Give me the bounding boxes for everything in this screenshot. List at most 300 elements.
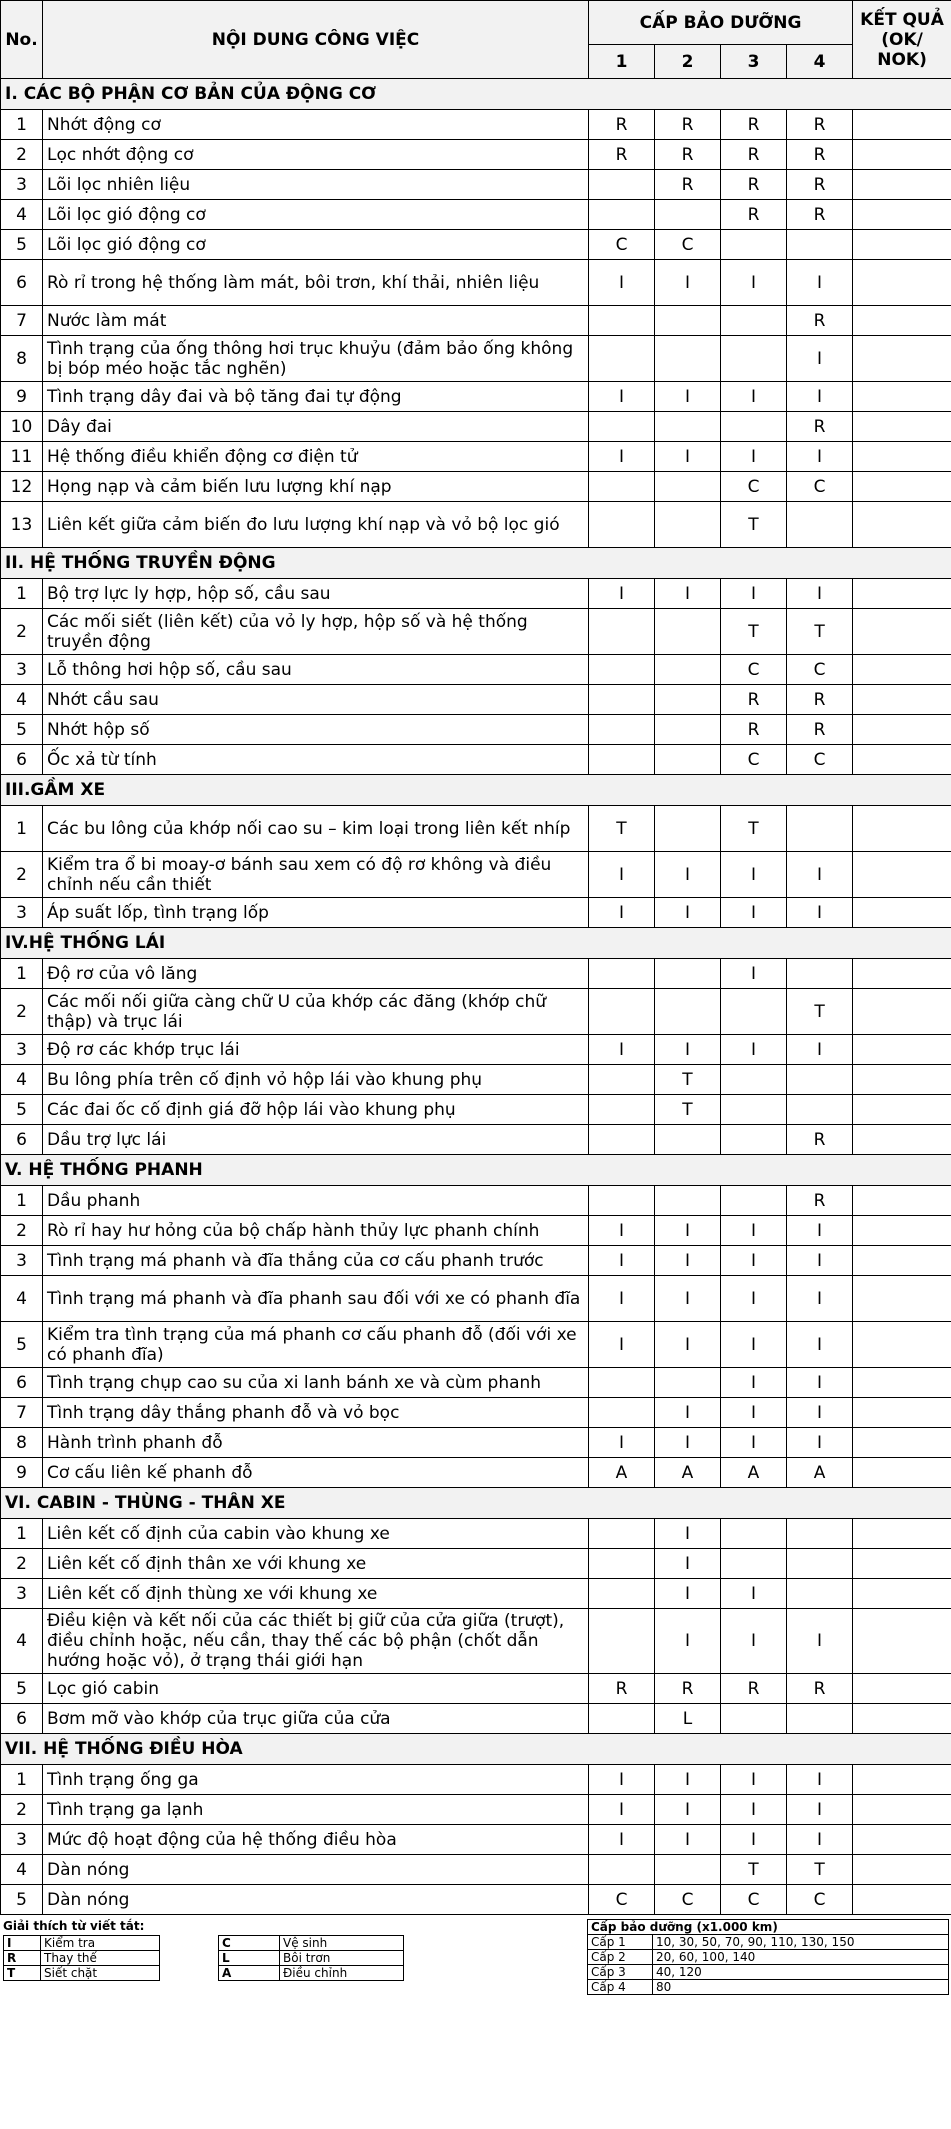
- level-2-cell: [655, 1368, 721, 1398]
- legend-code: A: [219, 1966, 280, 1981]
- level-4-cell: R: [787, 170, 853, 200]
- row-content: Dầu trợ lực lái: [43, 1125, 589, 1155]
- level-3-cell: [721, 1095, 787, 1125]
- table-row: [1, 989, 951, 1035]
- table-row: [1, 306, 951, 336]
- level-4-cell: R: [787, 412, 853, 442]
- row-content: Lọc nhớt động cơ: [43, 140, 589, 170]
- table-row: [1, 502, 951, 548]
- section-title: I. CÁC BỘ PHẬN CƠ BẢN CỦA ĐỘNG CƠ: [1, 79, 951, 110]
- interval-title: Cấp bảo dưỡng (x1.000 km): [588, 1920, 949, 1935]
- table-row: [1, 1609, 951, 1674]
- col-header-levels: CẤP BẢO DƯỠNG: [589, 1, 853, 45]
- legend-row: [4, 1966, 160, 1981]
- interval-level: Cấp 3: [588, 1965, 653, 1980]
- row-content: Nước làm mát: [43, 306, 589, 336]
- result-cell: [853, 1704, 951, 1734]
- row-number: 3: [1, 1579, 43, 1609]
- section-title: VI. CABIN - THÙNG - THÂN XE: [1, 1488, 951, 1519]
- level-2-cell: [655, 609, 721, 655]
- table-row: [1, 715, 951, 745]
- level-4-cell: I: [787, 1795, 853, 1825]
- level-4-cell: I: [787, 898, 853, 928]
- interval-km: 20, 60, 100, 140: [653, 1950, 949, 1965]
- result-cell: [853, 1674, 951, 1704]
- level-2-cell: I: [655, 1035, 721, 1065]
- legend-code: T: [4, 1966, 41, 1981]
- result-cell: [853, 1885, 951, 1915]
- level-1-cell: I: [589, 1216, 655, 1246]
- legend-table-right: [218, 1935, 404, 1981]
- row-number: 2: [1, 1549, 43, 1579]
- level-2-cell: L: [655, 1704, 721, 1734]
- table-row: [1, 1035, 951, 1065]
- level-3-cell: [721, 336, 787, 382]
- row-content: Hành trình phanh đỗ: [43, 1428, 589, 1458]
- level-2-cell: [655, 200, 721, 230]
- result-cell: [853, 110, 951, 140]
- table-row: [1, 959, 951, 989]
- level-2-cell: C: [655, 1885, 721, 1915]
- table-row: [1, 1065, 951, 1095]
- result-cell: [853, 1825, 951, 1855]
- level-2-cell: [655, 472, 721, 502]
- row-number: 6: [1, 1125, 43, 1155]
- level-1-cell: [589, 685, 655, 715]
- level-3-cell: T: [721, 806, 787, 852]
- result-cell: [853, 1065, 951, 1095]
- interval-km: 80: [653, 1980, 949, 1995]
- section-row: [1, 775, 951, 806]
- level-4-cell: C: [787, 655, 853, 685]
- row-number: 12: [1, 472, 43, 502]
- col-header-content: NỘI DUNG CÔNG VIỆC: [43, 1, 589, 79]
- level-1-cell: [589, 1704, 655, 1734]
- row-number: 6: [1, 745, 43, 775]
- level-2-cell: [655, 1186, 721, 1216]
- row-number: 3: [1, 655, 43, 685]
- level-3-cell: I: [721, 1035, 787, 1065]
- level-4-cell: [787, 502, 853, 548]
- level-2-cell: I: [655, 1765, 721, 1795]
- row-content: Bơm mỡ vào khớp của trục giữa của cửa: [43, 1704, 589, 1734]
- row-content: Tình trạng ống ga: [43, 1765, 589, 1795]
- legend-code: C: [219, 1936, 280, 1951]
- row-number: 5: [1, 1885, 43, 1915]
- legend-text: Siết chặt: [41, 1966, 160, 1981]
- row-number: 6: [1, 1704, 43, 1734]
- level-3-cell: I: [721, 579, 787, 609]
- level-1-cell: [589, 959, 655, 989]
- result-cell: [853, 412, 951, 442]
- row-content: Hệ thống điều khiển động cơ điện tử: [43, 442, 589, 472]
- row-number: 2: [1, 1216, 43, 1246]
- level-2-cell: I: [655, 1579, 721, 1609]
- result-cell: [853, 989, 951, 1035]
- legend-text: Thay thế: [41, 1951, 160, 1966]
- table-row: [1, 140, 951, 170]
- level-4-cell: I: [787, 1216, 853, 1246]
- level-2-cell: R: [655, 170, 721, 200]
- level-3-cell: I: [721, 1428, 787, 1458]
- level-2-cell: A: [655, 1458, 721, 1488]
- result-cell: [853, 1765, 951, 1795]
- level-4-cell: C: [787, 472, 853, 502]
- level-4-cell: R: [787, 140, 853, 170]
- interval-row: [588, 1935, 949, 1950]
- table-row: [1, 1186, 951, 1216]
- level-1-cell: [589, 1609, 655, 1674]
- level-2-cell: T: [655, 1065, 721, 1095]
- level-2-cell: [655, 502, 721, 548]
- row-content: Liên kết cố định của cabin vào khung xe: [43, 1519, 589, 1549]
- row-number: 1: [1, 1519, 43, 1549]
- result-cell: [853, 1428, 951, 1458]
- result-cell: [853, 715, 951, 745]
- col-header-level-2: 2: [655, 45, 721, 79]
- level-2-cell: [655, 685, 721, 715]
- level-4-cell: I: [787, 1398, 853, 1428]
- level-3-cell: I: [721, 1609, 787, 1674]
- section-row: [1, 1734, 951, 1765]
- level-4-cell: I: [787, 336, 853, 382]
- legend-text: Kiểm tra: [41, 1936, 160, 1951]
- level-2-cell: I: [655, 1825, 721, 1855]
- level-2-cell: [655, 412, 721, 442]
- result-cell: [853, 230, 951, 260]
- row-content: Kiểm tra ổ bi moay-ơ bánh sau xem có độ rơ không và điều chỉnh nếu cần thiết: [43, 852, 589, 898]
- level-2-cell: R: [655, 110, 721, 140]
- row-number: 2: [1, 989, 43, 1035]
- col-header-level-3: 3: [721, 45, 787, 79]
- level-3-cell: I: [721, 1765, 787, 1795]
- row-number: 3: [1, 170, 43, 200]
- level-1-cell: [589, 745, 655, 775]
- row-content: Liên kết cố định thùng xe với khung xe: [43, 1579, 589, 1609]
- table-row: [1, 806, 951, 852]
- row-content: Kiểm tra tình trạng của má phanh cơ cấu phanh đỗ (đối với xe có phanh đĩa): [43, 1322, 589, 1368]
- legend-code: R: [4, 1951, 41, 1966]
- level-2-cell: [655, 959, 721, 989]
- row-content: Tình trạng má phanh và đĩa thắng của cơ cấu phanh trước: [43, 1246, 589, 1276]
- level-4-cell: R: [787, 306, 853, 336]
- level-1-cell: [589, 1579, 655, 1609]
- level-2-cell: R: [655, 140, 721, 170]
- level-4-cell: [787, 1579, 853, 1609]
- row-content: Lõi lọc gió động cơ: [43, 200, 589, 230]
- level-1-cell: [589, 170, 655, 200]
- interval-km: 10, 30, 50, 70, 90, 110, 130, 150: [653, 1935, 949, 1950]
- level-1-cell: [589, 472, 655, 502]
- level-1-cell: C: [589, 230, 655, 260]
- row-number: 2: [1, 1795, 43, 1825]
- table-row: [1, 382, 951, 412]
- legend-row: [4, 1951, 160, 1966]
- level-4-cell: R: [787, 715, 853, 745]
- row-content: Rò rỉ hay hư hỏng của bộ chấp hành thủy lực phanh chính: [43, 1216, 589, 1246]
- level-4-cell: I: [787, 579, 853, 609]
- result-cell: [853, 472, 951, 502]
- level-3-cell: [721, 1704, 787, 1734]
- table-row: [1, 655, 951, 685]
- level-1-cell: [589, 1368, 655, 1398]
- row-content: Các mối nối giữa càng chữ U của khớp các đăng (khớp chữ thập) và trục lái: [43, 989, 589, 1035]
- result-cell: [853, 685, 951, 715]
- level-3-cell: I: [721, 959, 787, 989]
- row-number: 2: [1, 852, 43, 898]
- row-content: Tình trạng ga lạnh: [43, 1795, 589, 1825]
- row-content: Áp suất lốp, tình trạng lốp: [43, 898, 589, 928]
- level-1-cell: I: [589, 1825, 655, 1855]
- table-row: [1, 1216, 951, 1246]
- level-4-cell: R: [787, 1186, 853, 1216]
- level-3-cell: T: [721, 502, 787, 548]
- row-number: 5: [1, 1674, 43, 1704]
- level-4-cell: I: [787, 1276, 853, 1322]
- row-number: 10: [1, 412, 43, 442]
- section-title: III.GẦM XE: [1, 775, 951, 806]
- level-4-cell: [787, 230, 853, 260]
- level-1-cell: [589, 502, 655, 548]
- table-row: [1, 1095, 951, 1125]
- section-row: [1, 548, 951, 579]
- level-4-cell: [787, 1519, 853, 1549]
- result-cell: [853, 382, 951, 412]
- level-4-cell: [787, 1065, 853, 1095]
- level-1-cell: [589, 306, 655, 336]
- legend-text: Bôi trơn: [280, 1951, 404, 1966]
- legend-code: I: [4, 1936, 41, 1951]
- result-cell: [853, 609, 951, 655]
- row-content: Bu lông phía trên cố định vỏ hộp lái vào khung phụ: [43, 1065, 589, 1095]
- table-row: [1, 898, 951, 928]
- level-3-cell: C: [721, 655, 787, 685]
- table-row: [1, 1428, 951, 1458]
- level-1-cell: [589, 655, 655, 685]
- interval-level: Cấp 1: [588, 1935, 653, 1950]
- level-2-cell: I: [655, 382, 721, 412]
- interval-row: [588, 1950, 949, 1965]
- table-row: [1, 260, 951, 306]
- result-cell: [853, 1458, 951, 1488]
- table-row: [1, 1825, 951, 1855]
- level-2-cell: I: [655, 1398, 721, 1428]
- table-body: [1, 79, 951, 1915]
- result-cell: [853, 336, 951, 382]
- row-number: 6: [1, 260, 43, 306]
- result-cell: [853, 1186, 951, 1216]
- row-content: Lõi lọc gió động cơ: [43, 230, 589, 260]
- result-cell: [853, 1125, 951, 1155]
- table-row: [1, 1579, 951, 1609]
- row-number: 4: [1, 200, 43, 230]
- row-content: Điều kiện và kết nối của các thiết bị giữ của cửa giữa (trượt), điều chỉnh hoặc, nếu cần, thay thế các bộ phận (chốt dẫn hướng hoặc vỏ), ở trạng thái giới hạn: [43, 1609, 589, 1674]
- result-cell: [853, 1579, 951, 1609]
- table-row: [1, 1246, 951, 1276]
- result-cell: [853, 959, 951, 989]
- row-number: 3: [1, 898, 43, 928]
- level-3-cell: R: [721, 110, 787, 140]
- legend-row: [219, 1966, 404, 1981]
- level-2-cell: [655, 306, 721, 336]
- row-content: Bộ trợ lực ly hợp, hộp số, cầu sau: [43, 579, 589, 609]
- row-content: Liên kết cố định thân xe với khung xe: [43, 1549, 589, 1579]
- level-1-cell: [589, 412, 655, 442]
- level-3-cell: I: [721, 1398, 787, 1428]
- level-3-cell: A: [721, 1458, 787, 1488]
- row-number: 3: [1, 1246, 43, 1276]
- row-number: 1: [1, 1186, 43, 1216]
- table-row: [1, 1322, 951, 1368]
- level-3-cell: I: [721, 1368, 787, 1398]
- level-2-cell: I: [655, 442, 721, 472]
- table-row: [1, 1795, 951, 1825]
- table-row: [1, 336, 951, 382]
- level-1-cell: [589, 609, 655, 655]
- result-cell: [853, 442, 951, 472]
- row-number: 7: [1, 1398, 43, 1428]
- row-number: 8: [1, 336, 43, 382]
- level-2-cell: [655, 715, 721, 745]
- level-3-cell: I: [721, 442, 787, 472]
- row-number: 5: [1, 1322, 43, 1368]
- level-1-cell: I: [589, 1428, 655, 1458]
- level-4-cell: A: [787, 1458, 853, 1488]
- row-number: 4: [1, 685, 43, 715]
- level-4-cell: T: [787, 609, 853, 655]
- level-3-cell: [721, 989, 787, 1035]
- result-cell: [853, 1855, 951, 1885]
- level-4-cell: I: [787, 1246, 853, 1276]
- table-row: [1, 412, 951, 442]
- level-1-cell: [589, 1398, 655, 1428]
- level-4-cell: I: [787, 1609, 853, 1674]
- result-cell: [853, 1609, 951, 1674]
- level-4-cell: I: [787, 382, 853, 412]
- level-4-cell: I: [787, 1428, 853, 1458]
- row-content: Mức độ hoạt động của hệ thống điều hòa: [43, 1825, 589, 1855]
- legend-row: [219, 1951, 404, 1966]
- row-content: Lõi lọc nhiên liệu: [43, 170, 589, 200]
- level-3-cell: I: [721, 1825, 787, 1855]
- level-3-cell: R: [721, 140, 787, 170]
- section-row: [1, 1155, 951, 1186]
- table-row: [1, 1674, 951, 1704]
- row-number: 13: [1, 502, 43, 548]
- level-2-cell: I: [655, 1795, 721, 1825]
- level-4-cell: C: [787, 745, 853, 775]
- result-cell: [853, 1216, 951, 1246]
- level-1-cell: I: [589, 1246, 655, 1276]
- table-row: [1, 230, 951, 260]
- result-cell: [853, 1035, 951, 1065]
- level-4-cell: T: [787, 1855, 853, 1885]
- table-row: [1, 579, 951, 609]
- level-3-cell: I: [721, 898, 787, 928]
- level-3-cell: C: [721, 472, 787, 502]
- level-1-cell: I: [589, 1795, 655, 1825]
- row-content: Dây đai: [43, 412, 589, 442]
- level-1-cell: I: [589, 579, 655, 609]
- level-4-cell: [787, 959, 853, 989]
- result-cell: [853, 898, 951, 928]
- level-2-cell: I: [655, 1428, 721, 1458]
- level-2-cell: I: [655, 852, 721, 898]
- level-3-cell: [721, 1519, 787, 1549]
- level-3-cell: R: [721, 685, 787, 715]
- table-row: [1, 1368, 951, 1398]
- table-row: [1, 1458, 951, 1488]
- result-cell: [853, 655, 951, 685]
- level-2-cell: I: [655, 898, 721, 928]
- level-3-cell: I: [721, 852, 787, 898]
- result-cell: [853, 200, 951, 230]
- row-content: Các mối siết (liên kết) của vỏ ly hợp, hộp số và hệ thống truyền động: [43, 609, 589, 655]
- row-content: Độ rơ các khớp trục lái: [43, 1035, 589, 1065]
- level-4-cell: [787, 1704, 853, 1734]
- level-4-cell: I: [787, 1825, 853, 1855]
- result-cell: [853, 306, 951, 336]
- level-1-cell: I: [589, 1276, 655, 1322]
- row-number: 5: [1, 715, 43, 745]
- level-3-cell: I: [721, 382, 787, 412]
- level-2-cell: R: [655, 1674, 721, 1704]
- row-content: Tình trạng má phanh và đĩa phanh sau đối với xe có phanh đĩa: [43, 1276, 589, 1322]
- level-3-cell: R: [721, 200, 787, 230]
- col-header-level-1: 1: [589, 45, 655, 79]
- legend-row: [219, 1936, 404, 1951]
- level-1-cell: [589, 1519, 655, 1549]
- row-content: Ốc xả từ tính: [43, 745, 589, 775]
- table-row: [1, 1885, 951, 1915]
- result-cell: [853, 1276, 951, 1322]
- row-number: 1: [1, 959, 43, 989]
- level-1-cell: [589, 1186, 655, 1216]
- row-number: 5: [1, 1095, 43, 1125]
- level-1-cell: [589, 336, 655, 382]
- table-row: [1, 170, 951, 200]
- result-cell: [853, 170, 951, 200]
- section-title: II. HỆ THỐNG TRUYỀN ĐỘNG: [1, 548, 951, 579]
- row-content: Họng nạp và cảm biến lưu lượng khí nạp: [43, 472, 589, 502]
- row-number: 1: [1, 579, 43, 609]
- level-2-cell: [655, 745, 721, 775]
- table-row: [1, 1704, 951, 1734]
- level-1-cell: I: [589, 852, 655, 898]
- section-row: [1, 1488, 951, 1519]
- legend-row: [4, 1936, 160, 1951]
- result-cell: [853, 1368, 951, 1398]
- level-3-cell: [721, 1065, 787, 1095]
- result-cell: [853, 745, 951, 775]
- level-3-cell: I: [721, 1795, 787, 1825]
- result-cell: [853, 579, 951, 609]
- table-row: [1, 1398, 951, 1428]
- legend-area: [0, 1915, 951, 1994]
- interval-row: [588, 1965, 949, 1980]
- row-number: 9: [1, 382, 43, 412]
- level-3-cell: [721, 306, 787, 336]
- row-number: 2: [1, 609, 43, 655]
- level-4-cell: T: [787, 989, 853, 1035]
- level-1-cell: R: [589, 1674, 655, 1704]
- level-3-cell: T: [721, 1855, 787, 1885]
- level-2-cell: I: [655, 260, 721, 306]
- level-3-cell: I: [721, 1322, 787, 1368]
- level-3-cell: [721, 1186, 787, 1216]
- level-4-cell: [787, 1095, 853, 1125]
- table-row: [1, 200, 951, 230]
